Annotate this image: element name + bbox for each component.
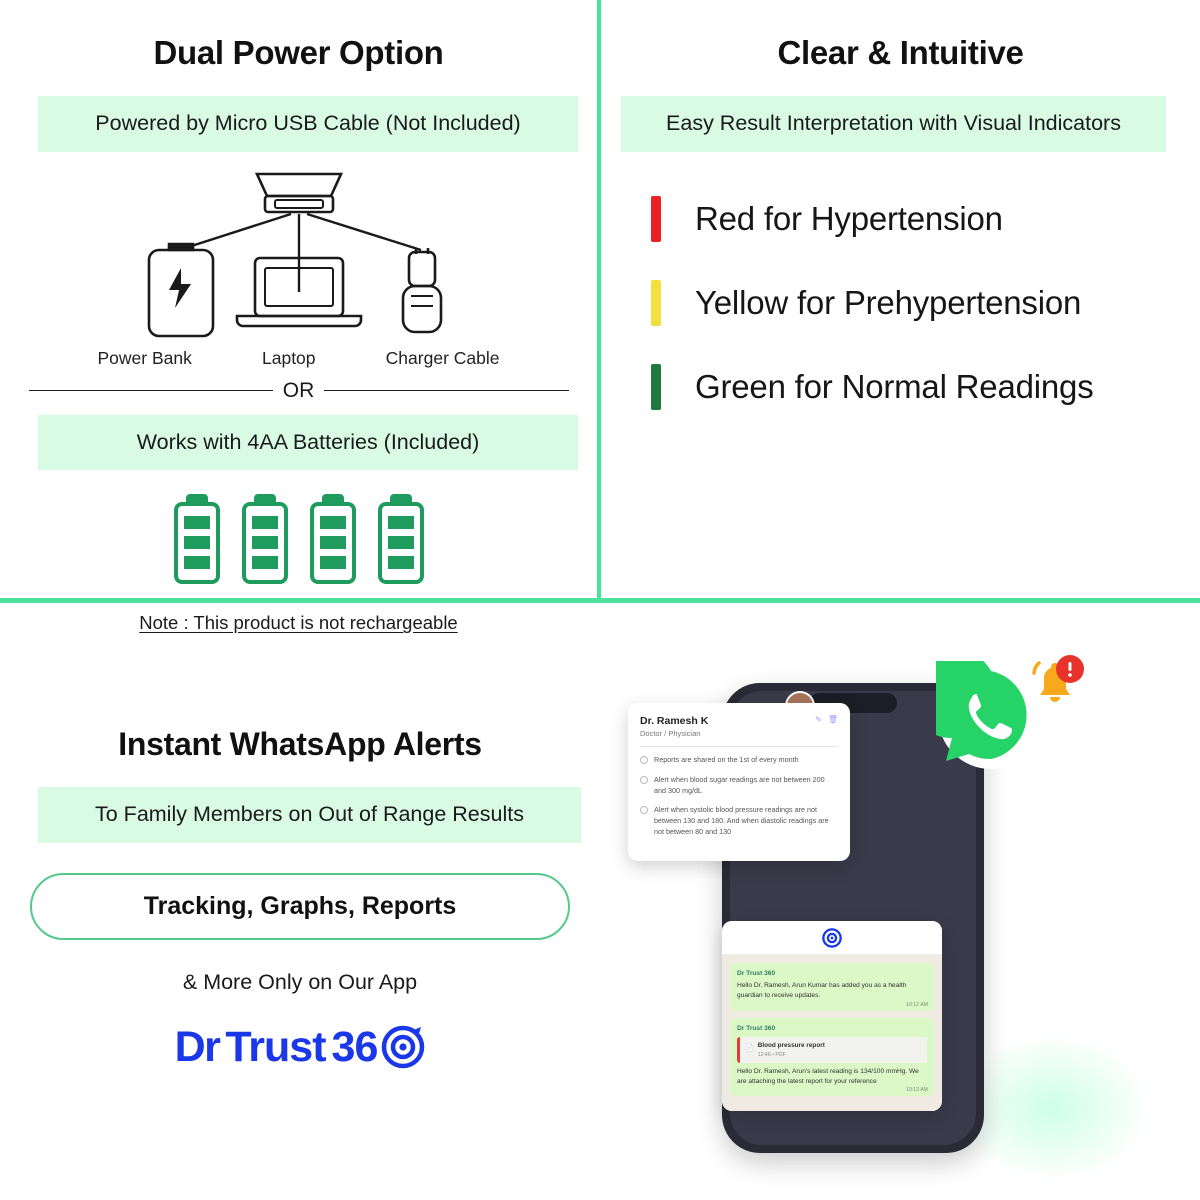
not-rechargeable-note: Note : This product is not rechargeable	[139, 612, 458, 634]
doctor-role: Doctor / Physician	[640, 729, 701, 738]
brand-dr: Dr	[174, 1022, 220, 1071]
chat-body	[722, 955, 942, 1111]
chat-time: 10:12 AM	[906, 1001, 928, 1008]
label-laptop: Laptop	[262, 347, 316, 368]
info-icon	[640, 776, 648, 784]
doctor-rule-item	[640, 805, 838, 837]
label-charger-cable: Charger Cable	[385, 347, 500, 368]
whatsapp-alerts-title: Instant WhatsApp Alerts	[118, 726, 482, 762]
info-icon	[640, 756, 648, 764]
usb-power-diagram	[29, 158, 569, 348]
indicator-label-green: Green for Normal Readings	[695, 367, 1094, 405]
battery-icons-row	[0, 492, 597, 586]
report-icon: 📄	[745, 1045, 754, 1053]
target-icon	[381, 1025, 425, 1069]
usb-source-labels	[84, 348, 514, 369]
or-rule-left	[29, 390, 273, 392]
battery-icon	[238, 492, 292, 586]
red-bar-icon	[651, 196, 661, 242]
edit-icon[interactable]: ✎	[815, 715, 822, 724]
more-on-app-text: & More Only on Our App	[182, 969, 418, 994]
battery-icon	[170, 492, 224, 586]
report-attachment[interactable]	[737, 1037, 927, 1063]
whatsapp-alerts-panel	[0, 603, 600, 1200]
whatsapp-alerts-band: To Family Members on Out of Range Results	[38, 787, 581, 843]
green-bar-icon	[651, 364, 661, 410]
delete-icon[interactable]: 🗑	[827, 715, 838, 724]
label-power-bank: Power Bank	[97, 347, 192, 368]
doctor-rule-text: Alert when blood sugar readings are not between 200 and 300 mg/dL	[654, 774, 825, 795]
indicator-label-yellow: Yellow for Prehypertension	[695, 283, 1082, 321]
doctor-rule-text: Alert when systolic blood pressure readings are not between 130 and 180. And when diastolic readings are not between 80 and 130	[654, 805, 829, 836]
brand-trust: Trust	[225, 1022, 326, 1071]
chat-message	[730, 963, 934, 1011]
chat-sender: Dr Trust 360	[737, 1024, 776, 1032]
chat-sender: Dr Trust 360	[737, 970, 776, 977]
doctor-rule-item	[640, 775, 838, 797]
doctor-rule-item	[640, 755, 838, 766]
doctor-name: Dr. Ramesh K	[640, 715, 709, 727]
tracking-graphs-reports-pill: Tracking, Graphs, Reports	[30, 873, 570, 940]
clear-intuitive-panel	[601, 0, 1200, 598]
or-separator	[29, 379, 569, 403]
doctor-rule-text: Reports are shared on the 1st of every month	[654, 755, 799, 764]
doctor-card-divider	[640, 746, 838, 747]
report-title: Blood pressure report	[757, 1041, 825, 1049]
chat-message	[730, 1018, 934, 1097]
dual-power-panel	[0, 0, 597, 634]
brand-logo	[0, 1023, 600, 1072]
phone-mockup-panel	[600, 603, 1200, 1200]
chat-text: Hello Dr. Ramesh, Arun's latest reading is 134/100 mmHg. We are attaching the latest report for your reference	[737, 1067, 919, 1086]
indicator-list	[601, 196, 1200, 410]
dual-power-title: Dual Power Option	[153, 34, 444, 71]
indicator-yellow	[651, 280, 1200, 326]
whatsapp-chat-card	[722, 921, 942, 1111]
chat-card-header	[722, 921, 942, 955]
alert-bell-icon	[1024, 653, 1086, 715]
indicator-red	[651, 196, 1200, 242]
clear-intuitive-band: Easy Result Interpretation with Visual Indicators	[621, 96, 1166, 152]
battery-icon	[374, 492, 428, 586]
report-subtitle: 12:46 • PDF	[757, 1051, 786, 1058]
drtrust-target-icon	[822, 928, 842, 948]
indicator-green	[651, 364, 1200, 410]
info-icon	[640, 806, 648, 814]
dual-power-battery-band: Works with 4AA Batteries (Included)	[38, 415, 578, 471]
brand-36: 36	[331, 1022, 378, 1071]
chat-text: Hello Dr. Ramesh, Arun Kumar has added you as a health guardian to receive updates.	[737, 982, 907, 1000]
or-rule-right	[324, 390, 568, 392]
indicator-label-red: Red for Hypertension	[695, 199, 1003, 237]
battery-icon	[306, 492, 360, 586]
doctor-card-actions[interactable]	[815, 715, 838, 724]
yellow-bar-icon	[651, 280, 661, 326]
dual-power-usb-band: Powered by Micro USB Cable (Not Included)	[38, 96, 578, 152]
clear-intuitive-title: Clear & Intuitive	[777, 34, 1024, 71]
chat-time: 10:13 AM	[906, 1087, 928, 1094]
doctor-settings-card	[628, 703, 850, 861]
or-label: OR	[282, 378, 315, 402]
usb-diagram-svg	[29, 158, 569, 348]
